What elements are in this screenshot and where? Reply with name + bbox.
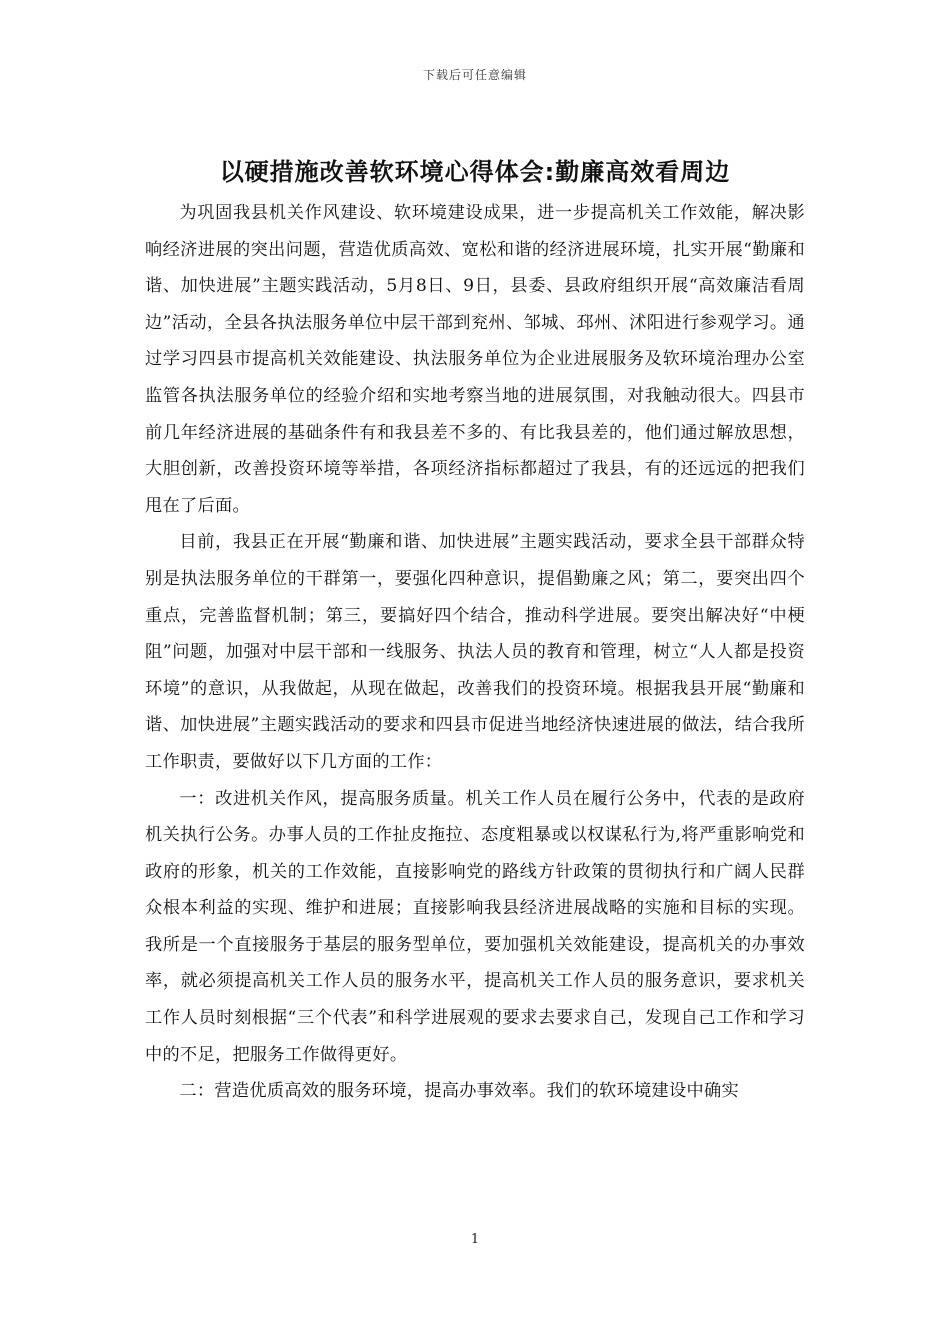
paragraph: 二：营造优质高效的服务环境，提高办事效率。我们的软环境建设中确实 — [179, 1081, 739, 1102]
paragraph: 为巩固我县机关作风建设、软环境建设成果，进一步提高机关工作效能，解决影响经济进展的突出问题，营造优质高效、宽松和谐的经济进展环境，扎实开展“勤廉和谐、加快进展”主题实践活动，5月8日、9日，县委、县政府组织开展“高效廉洁看周边”活动，全县各执法服务单位中层干部到兖州、邹城、邳州、沭阳进行参观学习。通过学习四县市提高机关效能建设、执法服务单位为企业进展服务及软环境治理办公室监管各执法服务单位的经验介绍和实地考察当地的进展氛围，对我触动很大。四县市前几年经济进展的基础条件有和我县差不多的、有比我县差的，他们通过解放思想，大胆创新，改善投资环境等举措，各项经济指标都超过了我县，有的还远远的把我们甩在了后面。 — [145, 203, 805, 516]
page-number: 1 — [470, 1232, 480, 1247]
paragraph: 目前，我县正在开展“勤廉和谐、加快进展”主题实践活动，要求全县干部群众特别是执法服务单位的干群第一，要强化四种意识，提倡勤廉之风；第二，要突出四个重点，完善监督机制；第三，要搞好四个结合，推动科学进展。要突出解决好“中梗阻”问题，加强对中层干部和一线服务、执法人员的教育和管理，树立“人人都是投资环境”的意识，从我做起，从现在做起，改善我们的投资环境。根据我县开展“勤廉和谐、加快进展”主题实践活动的要求和四县市促进当地经济快速进展的做法，结合我所工作职责，要做好以下几方面的工作： — [145, 532, 805, 772]
paragraph: 一：改进机关作风，提高服务质量。机关工作人员在履行公务中，代表的是政府机关执行公务。办事人员的工作扯皮拖拉、态度粗暴或以权谋私行为,将严重影响党和政府的形象，机关的工作效能，直接影响党的路线方针政策的贯彻执行和广阔人民群众根本利益的实现、维护和进展；直接影响我县经济进展战略的实施和目标的实现。我所是一个直接服务于基层的服务型单位，要加强机关效能建设，提高机关的办事效率，就必须提高机关工作人员的服务水平，提高机关工作人员的服务意识，要求机关工作人员时刻根据“三个代表”和科学进展观的要求去要求自己，发现自己工作和学习中的不足，把服务工作做得更好。 — [145, 788, 805, 1065]
document-body — [145, 195, 805, 1110]
document-title: 以硬措施改善软环境心得体会:勤廉高效看周边 — [219, 158, 731, 186]
page-header: 下载后可任意编辑 — [422, 68, 527, 82]
